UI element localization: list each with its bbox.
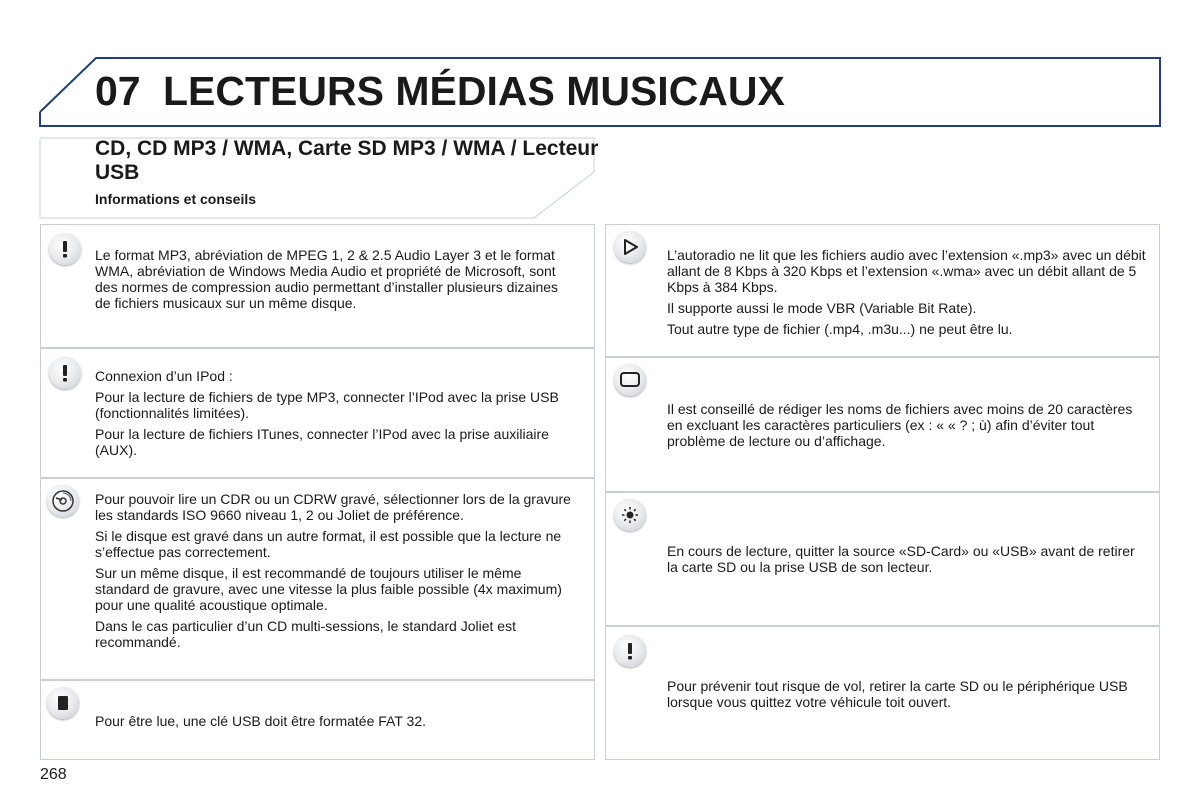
paragraph: Pour pouvoir lire un CDR ou un CDRW gravé, sélectionner lors de la gravure les standards ISO 9660 niveau 1, 2 ou Joliet de préférence. — [95, 491, 571, 523]
exclamation-icon — [614, 635, 646, 667]
info-text — [667, 401, 1147, 454]
chapter-number: 07 — [95, 68, 141, 114]
tip-bulb-icon — [614, 499, 646, 531]
info-box-ipod — [40, 348, 595, 478]
paragraph: Il supporte aussi le mode VBR (Variable Bit Rate). — [667, 300, 977, 316]
usb-stick-icon — [47, 687, 79, 719]
paragraph: Tout autre type de fichier (.mp4, .m3u...) ne peut être lu. — [667, 321, 1013, 337]
paragraph: Si le disque est gravé dans un autre format, il est possible que la lecture ne s’effectue pas correctement. — [95, 528, 562, 560]
exclamation-icon — [49, 357, 81, 389]
paragraph: Pour prévenir tout risque de vol, retirer la carte SD ou le périphérique USB lorsque vous quittez votre véhicule toit ouvert. — [667, 678, 1128, 710]
info-text — [667, 543, 1147, 580]
paragraph: L’autoradio ne lit que les fichiers audio avec l’extension «.mp3» avec un débit allant de 8 Kbps à 320 Kbps et l’extension «.wma» avec un débit allant de 5 Kbps à 384 Kbps. — [667, 247, 1146, 295]
paragraph: Sur un même disque, il est recommandé de toujours utiliser le même standard de gravure, avec une vitesse la plus faible possible (4x maximum) pour une qualité acoustique optimale. — [95, 565, 562, 613]
info-text — [95, 491, 575, 655]
paragraph: Pour la lecture de fichiers ITunes, connecter l’IPod avec la prise auxiliaire (AUX). — [95, 426, 549, 458]
section-subtitle: Informations et conseils — [95, 191, 257, 207]
info-text — [95, 713, 575, 734]
info-text — [667, 678, 1147, 715]
paragraph: Pour être lue, une clé USB doit être formatée FAT 32. — [95, 713, 426, 729]
info-box-usb-format — [40, 680, 595, 760]
paragraph: Pour la lecture de fichiers de type MP3, connecter l’IPod avec la prise USB (fonctionnalités limitées). — [95, 389, 559, 421]
info-box-filenames — [605, 357, 1160, 492]
info-box-file-types — [605, 224, 1160, 357]
info-text — [95, 368, 575, 463]
disc-icon — [47, 485, 79, 517]
info-box-theft — [605, 626, 1160, 760]
paragraph: En cours de lecture, quitter la source «SD-Card» ou «USB» avant de retirer la carte SD ou la prise USB de son lecteur. — [667, 543, 1135, 575]
info-box-remove-source — [605, 492, 1160, 626]
info-box-cd-burning — [40, 478, 595, 680]
section-title: CD, CD MP3 / WMA, Carte SD MP3 / WMA / Lecteur USB — [95, 137, 599, 184]
page-number: 268 — [40, 766, 67, 783]
paragraph: Connexion d’un IPod : — [95, 368, 233, 384]
info-box-mp3-format — [40, 224, 595, 348]
paragraph: Il est conseillé de rédiger les noms de fichiers avec moins de 20 caractères en excluant les caractères particuliers (ex : « « ? ; ù) afin d’éviter tout problème de lecture ou d’affichage. — [667, 401, 1133, 449]
chapter-title: LECTEURS MÉDIAS MUSICAUX — [163, 68, 785, 114]
info-text — [667, 247, 1147, 342]
info-text — [95, 247, 575, 316]
play-icon — [614, 231, 646, 263]
paragraph: Le format MP3, abréviation de MPEG 1, 2 & 2.5 Audio Layer 3 et le format WMA, abréviation de Windows Media Audio et propriété de Microsoft, sont des normes de compression audio permettant d’installer plusieurs dizaines de fichiers musicaux sur un même disque. — [95, 247, 559, 311]
paragraph: Dans le cas particulier d’un CD multi-sessions, le standard Joliet est recommandé. — [95, 618, 516, 650]
exclamation-icon — [49, 233, 81, 265]
screen-icon — [614, 364, 646, 396]
